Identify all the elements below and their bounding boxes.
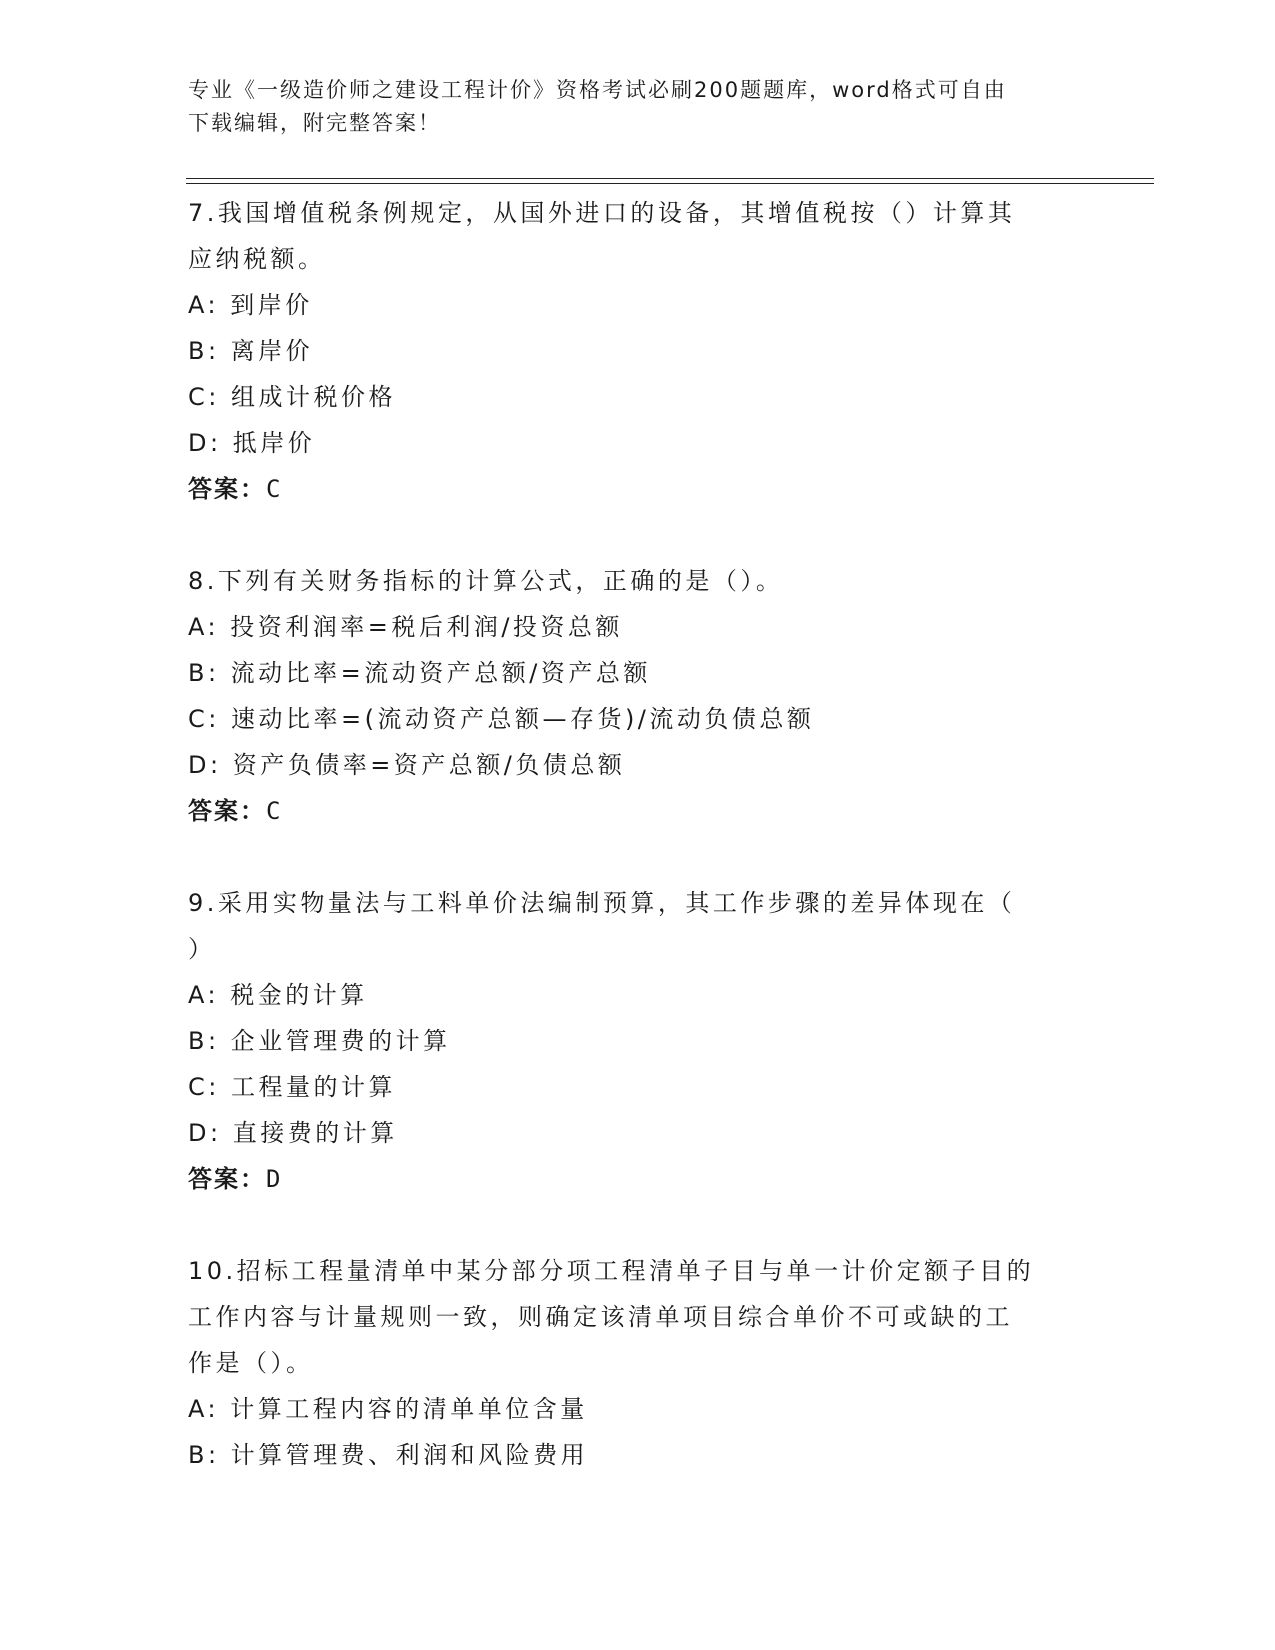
option-b: B: 离岸价 — [188, 337, 314, 365]
document-header: 专业《一级造价师之建设工程计价》资格考试必刷200题题库，word格式可自由 下载编辑，附完整答案！ — [188, 78, 1007, 135]
answer-label: 答案： — [188, 1165, 266, 1193]
option-d: D: 直接费的计算 — [188, 1119, 398, 1147]
option-a: A: 到岸价 — [188, 291, 313, 319]
answer-line — [188, 466, 1088, 512]
answer-value: D — [266, 1165, 283, 1193]
question-stem: 10.招标工程量清单中某分部分项工程清单子目与单一计价定额子目的 工作内容与计量规则一致，则确定该清单项目综合单价不可或缺的工 作是（）。 — [188, 1257, 1035, 1377]
option-c: C: 组成计税价格 — [188, 383, 396, 411]
question-7 — [188, 190, 1088, 512]
option-d: D: 抵岸价 — [188, 429, 316, 457]
option-a: A: 计算工程内容的清单单位含量 — [188, 1395, 588, 1423]
answer-line — [188, 788, 1088, 834]
option-b: B: 企业管理费的计算 — [188, 1027, 451, 1055]
header-divider-bottom — [186, 183, 1154, 184]
answer-line — [188, 1156, 1088, 1202]
question-stem: 8.下列有关财务指标的计算公式，正确的是（）。 — [188, 567, 784, 595]
answer-value: C — [266, 475, 283, 503]
question-stem: 7.我国增值税条例规定，从国外进口的设备，其增值税按（）计算其 应纳税额。 — [188, 199, 1016, 273]
question-8 — [188, 558, 1088, 834]
question-9 — [188, 880, 1088, 1202]
option-d: D: 资产负债率=资产总额/负债总额 — [188, 751, 626, 779]
option-c: C: 工程量的计算 — [188, 1073, 396, 1101]
question-stem: 9.采用实物量法与工料单价法编制预算，其工作步骤的差异体现在（ ） — [188, 889, 1016, 963]
answer-label: 答案： — [188, 475, 266, 503]
header-divider-top — [186, 178, 1154, 179]
option-a: A: 税金的计算 — [188, 981, 368, 1009]
option-b: B: 计算管理费、利润和风险费用 — [188, 1441, 589, 1469]
question-10 — [188, 1248, 1088, 1478]
option-b: B: 流动比率=流动资产总额/资产总额 — [188, 659, 651, 687]
option-a: A: 投资利润率=税后利润/投资总额 — [188, 613, 623, 641]
option-c: C: 速动比率=(流动资产总额—存货)/流动负债总额 — [188, 705, 815, 733]
question-list — [188, 190, 1088, 1524]
answer-label: 答案： — [188, 797, 266, 825]
answer-value: C — [266, 797, 283, 825]
